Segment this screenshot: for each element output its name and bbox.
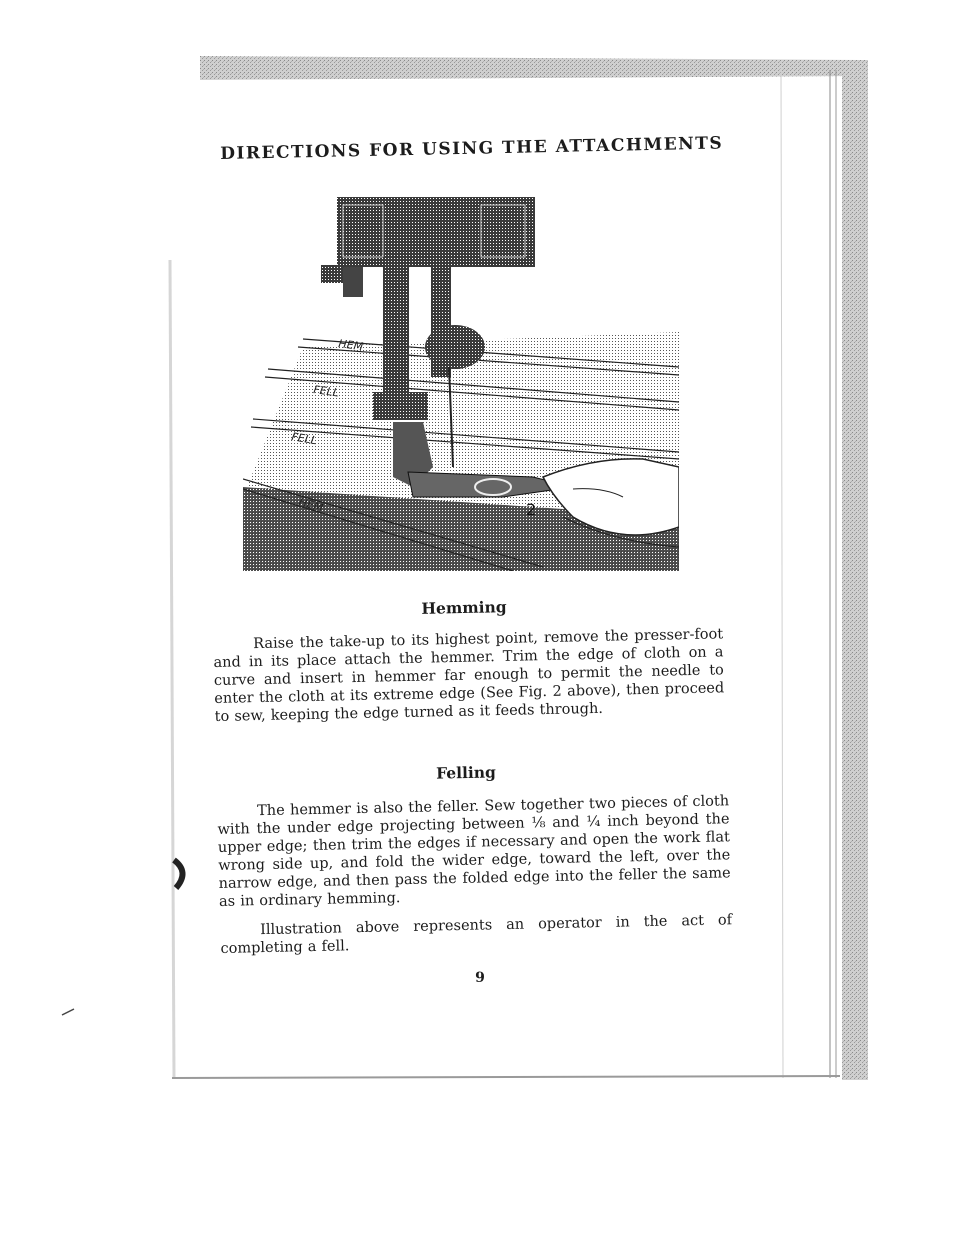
- paragraph-indent: [217, 815, 257, 816]
- strip-label: HEM: [337, 337, 364, 354]
- strip-label: HEM: [297, 495, 325, 515]
- presser-bar: [383, 257, 409, 407]
- strip-label: FELL: [312, 383, 340, 400]
- section-title-felling: Felling: [435, 762, 497, 783]
- page-heading: DIRECTIONS FOR USING THE ATTACHMENTS: [220, 133, 724, 164]
- paragraph-indent: [213, 648, 253, 649]
- section-title-hemming: Hemming: [421, 597, 507, 618]
- page-number: 9: [475, 970, 485, 986]
- felling-text: The hemmer is also the feller. Sew together two pieces of cloth with the under edge projecting between ⅛ and ¼ inch beyond the upper edge; then trim the edges if necessary and open the work flat wrong side up, and fold the wider edge, toward the left, over the narrow edge, and then pass the folded edge into the feller the same as in ordinary hemming.: [217, 793, 731, 910]
- strip-label: FELL: [290, 430, 318, 448]
- hemming-text: Raise the take-up to its highest point, remove the presser-foot and in its place attach the hemmer. Trim the edge of cloth on a curve and insert in hemmer far enough to permit the needle to enter the cloth at its extreme edge (See Fig. 2 above), then proceed to sew, keeping the edge turned as it feeds through.: [213, 626, 725, 725]
- figure-number: 2: [526, 500, 537, 519]
- felling-paragraph: [217, 792, 731, 911]
- caption-text: Illustration above represents an operator in the act of completing a fell.: [220, 912, 733, 957]
- hemming-illustration: [243, 197, 679, 571]
- hemming-paragraph: [213, 625, 725, 726]
- paragraph-indent: [220, 934, 260, 935]
